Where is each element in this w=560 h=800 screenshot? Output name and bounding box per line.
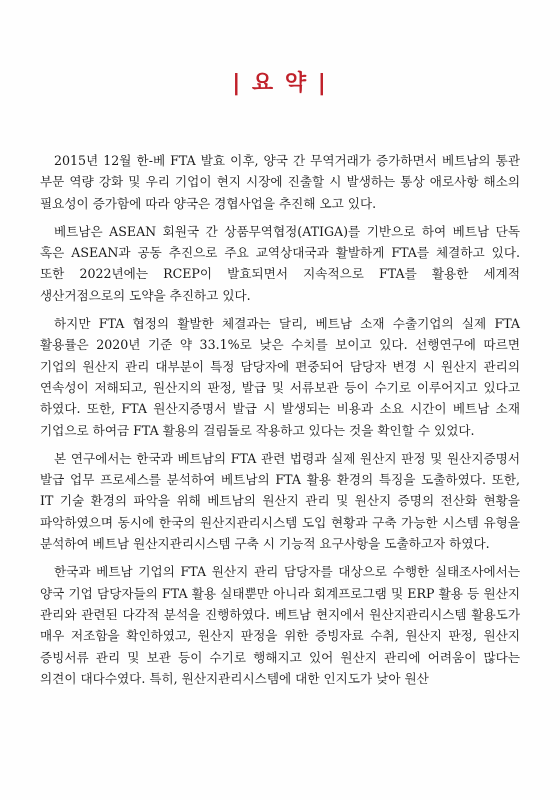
paragraph-5: 한국과 베트남 기업의 FTA 원산지 관리 담당자를 대상으로 수행한 실태조사에서는 양국 기업 담당자들의 FTA 활용 실태뿐만 아니라 회계프로그램 및 ERP 활용 등 원산지 관리와 관련된 다각적 분석을 진행하였다. 베트남 현지에서 원산지관리시스템 활용도가 매우 저조함을 확인하였고, 원산지 판정을 위한 증빙자료 수취, 원산지 판정, 원산지 증빙서류 관리 및 보관 등이 수기로 행해지고 있어 원산지 관리에 어려움이 많다는 의견이 대다수였다. 특히, 원산지관리시스템에 대한 인지도가 낮아 원산 — [40, 564, 520, 686]
summary-body — [40, 150, 520, 696]
paragraph-2: 베트남은 ASEAN 회원국 간 상품무역협정(ATIGA)를 기반으로 하여 베트남 단독 혹은 ASEAN과 공동 추진으로 주요 교역상대국과 활발하게 FTA를 체결하고 있다. 또한 2022년에는 RCEP이 발효되면서 지속적으로 FTA를 활용한 세계적 생산거점으로의 도약을 추진하고 있다. — [40, 223, 520, 303]
page-title: | 요 약 | — [232, 71, 328, 96]
paragraph-4: 본 연구에서는 한국과 베트남의 FTA 관련 법령과 실제 원산지 판정 및 원산지증명서 발급 업무 프로세스를 분석하여 베트남의 FTA 활용 환경의 특징을 도출하였다. 또한, IT 기술 환경의 파악을 위해 베트남의 원산지 관리 및 원산지 증명의 전산화 현황을 파악하였으며 동시에 한국의 원산지관리시스템 도입 현황과 구축 가능한 시스템 유형을 분석하여 베트남 원산지관리시스템 구축 시 기능적 요구사항을 도출하고자 하였다. — [40, 450, 520, 552]
paragraph-3: 하지만 FTA 협정의 활발한 체결과는 달리, 베트남 소재 수출기업의 실제 FTA 활용률은 2020년 기준 약 33.1%로 낮은 수치를 보이고 있다. 선행연구에 따르면 기업의 원산지 관리 대부분이 특정 담당자에 편중되어 담당자 변경 시 원산지 관리의 연속성이 저해되고, 원산지의 판정, 발급 및 서류보관 등이 수기로 이루어지고 있다고 하였다. 또한, FTA 원산지증명서 발급 시 발생되는 비용과 소요 시간이 베트남 소재 기업으로 하여금 FTA 활용의 걸림돌로 작용하고 있다는 것을 확인할 수 있었다. — [40, 316, 520, 438]
paragraph-1: 2015년 12월 한-베 FTA 발효 이후, 양국 간 무역거래가 증가하면서 베트남의 통관 부문 역량 강화 및 우리 기업이 현지 시장에 진출할 시 발생하는 통상 애로사항 해소의 필요성이 증가함에 따라 양국은 경협사업을 추진해 오고 있다. — [40, 153, 520, 211]
